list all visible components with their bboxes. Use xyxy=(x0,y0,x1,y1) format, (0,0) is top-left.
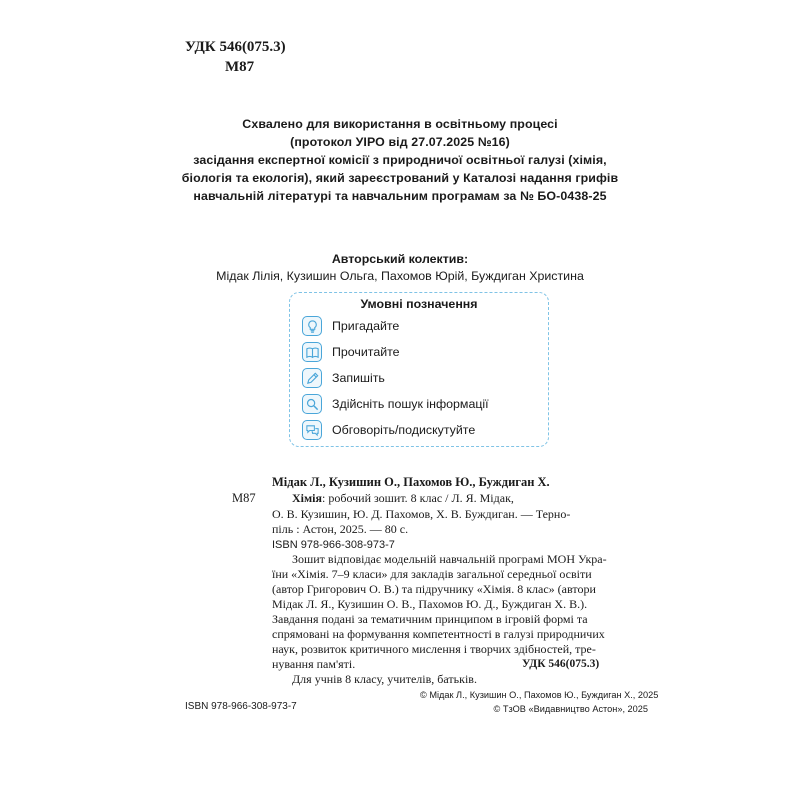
approval-line: навчальній літературі та навчальним програмам за № БО-0438-25 xyxy=(193,189,607,203)
catalog-cipher: М87 xyxy=(232,491,256,505)
approval-statement xyxy=(150,115,650,205)
legend-item-search xyxy=(302,393,489,415)
catalog-isbn: ISBN 978-966-308-973-7 xyxy=(272,539,395,551)
legend-item-label: Запишіть xyxy=(332,371,385,385)
legend-item-recall xyxy=(302,315,399,337)
annotation-line: нування пам'яті. xyxy=(272,657,356,671)
footer-isbn: ISBN 978-966-308-973-7 xyxy=(185,701,297,712)
annotation-line: їни «Хімія. 7–9 класи» для закладів загальної середньої освіти xyxy=(272,567,592,581)
catalog-udk: УДК 546(075.3) xyxy=(522,658,600,670)
legend-item-label: Обговоріть/подискутуйте xyxy=(332,423,476,437)
catalog-heading: Мідак Л., Кузишин О., Пахомов Ю., Буждиган Х. xyxy=(272,475,550,489)
catalog-desc-line: піль : Астон, 2025. — 80 с. xyxy=(272,522,409,536)
legend-title: Умовні позначення xyxy=(360,297,478,311)
authors-block xyxy=(150,251,650,285)
legend-item-write xyxy=(302,367,385,389)
annotation-line: наук, розвиток критичного мислення і творчих здібностей, тре- xyxy=(272,642,596,656)
udk-header xyxy=(185,37,286,77)
catalog-desc-line: О. В. Кузишин, Ю. Д. Пахомов, Х. В. Буждиган. — Терно- xyxy=(272,507,571,521)
catalog-audience: Для учнів 8 класу, учителів, батьків. xyxy=(292,672,477,686)
author-cipher: М87 xyxy=(225,59,255,75)
authors-names: Мідак Лілія, Кузишин Ольга, Пахомов Юрій, Буждиган Христина xyxy=(216,269,584,283)
legend-item-discuss xyxy=(302,419,475,441)
speech-bubbles-icon xyxy=(302,420,322,440)
copyright-authors: © Мідак Л., Кузишин О., Пахомов Ю., Буждиган Х., 2025 xyxy=(420,690,659,700)
pencil-icon xyxy=(302,368,322,388)
approval-line: біологія та екологія), який зареєстрований у Каталозі надання грифів xyxy=(181,171,619,185)
magnifier-icon xyxy=(302,394,322,414)
udk-code: УДК 546(075.3) xyxy=(185,39,286,55)
approval-line: Схвалено для використання в освітньому процесі xyxy=(242,117,558,131)
copyright-publisher: © ТзОВ «Видавництво Астон», 2025 xyxy=(493,704,648,714)
approval-line: (протокол УІРО від 27.07.2025 №16) xyxy=(290,135,510,149)
annotation-line: Зошит відповідає модельній навчальній програмі МОН Укра- xyxy=(292,552,607,566)
approval-line: засідання експертної комісії з природничої освітньої галузі (хімія, xyxy=(193,153,607,167)
legend-box xyxy=(289,292,549,447)
book-icon xyxy=(302,342,322,362)
annotation-line: Мідак Л. Я., Кузишин О. В., Пахомов Ю. Д., Буждиган Х. В.). xyxy=(272,597,588,611)
legend-item-label: Прочитайте xyxy=(332,345,400,359)
authors-label: Авторський колектив: xyxy=(331,252,469,266)
lightbulb-icon xyxy=(302,316,322,336)
annotation-line: (автор Григорович О. В.) та підручнику «Хімія. 8 клас» (автори xyxy=(272,582,596,596)
legend-item-read xyxy=(302,341,400,363)
annotation-line: спрямовані на формування компетентності в галузі природничих xyxy=(272,627,605,641)
catalog-desc-line: Хімія: робочий зошит. 8 клас / Л. Я. Мідак, xyxy=(292,491,514,505)
legend-item-label: Пригадайте xyxy=(332,319,400,333)
annotation-line: Завдання подані за тематичним принципом в ігровій формі та xyxy=(272,612,588,626)
legend-item-label: Здійсніть пошук інформації xyxy=(332,397,489,411)
